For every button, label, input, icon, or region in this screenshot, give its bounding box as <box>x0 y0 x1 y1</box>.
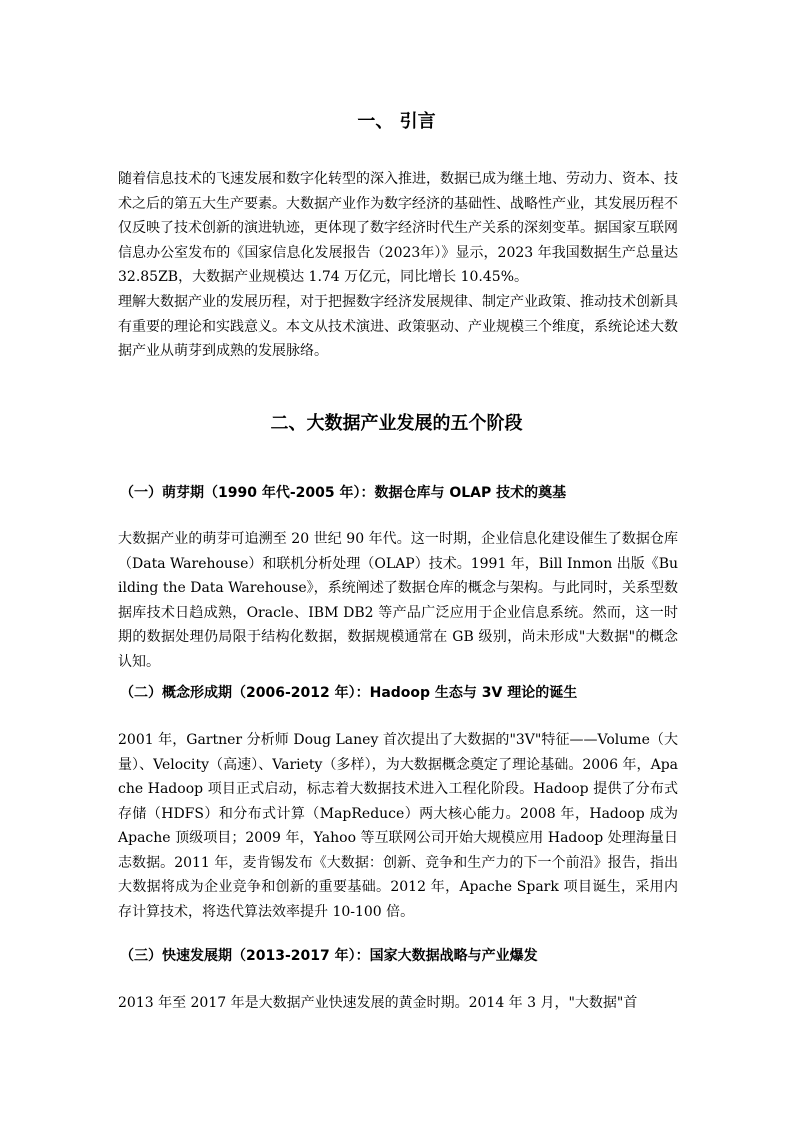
stage-heading-3: （三）快速发展期（2013-2017 年）：国家大数据战略与产业爆发 <box>120 948 538 964</box>
stage-heading-1: （一）萌芽期（1990 年代-2005 年）：数据仓库与 OLAP 技术的奠基 <box>120 485 567 501</box>
stage-paragraph-1: 大数据产业的萌芽可追溯至 20 世纪 90 年代。这一时期，企业信息化建设催生了数据仓库（Data Warehouse）和联机分析处理（OLAP）技术。1991 年，Bill Inmon 出版《Building the Data Warehouse》，系统阐述了数据仓库的概念与架构。与此同时，关系型数据库技术日趋成熟，Oracle、IBM DB2 等产品广泛应用于企业信息系统。然而，这一时期的数据处理仍局限于结构化数据，数据规模通常在 GB 级别，尚未形成"大数据"的概念认知。 <box>118 531 678 670</box>
intro-paragraph-1: 随着信息技术的飞速发展和数字化转型的深入推进，数据已成为继土地、劳动力、资本、技术之后的第五大生产要素。大数据产业作为数字经济的基础性、战略性产业，其发展历程不仅反映了技术创新的演进轨迹，更体现了数字经济时代生产关系的深刻变革。据国家互联网信息办公室发布的《国家信息化发展报告（2023年）》显示，2023 年我国数据生产总量达 32.85ZB，大数据产业规模达 1.74 万亿元，同比增长 10.45%。 <box>118 171 678 285</box>
stage-paragraph-2: 2001 年，Gartner 分析师 Doug Laney 首次提出了大数据的"3V"特征——Volume（大量）、Velocity（高速）、Variety（多样），为大数据概念奠定了理论基础。2006 年，Apache Hadoop 项目正式启动，标志着大数据技术进入工程化阶段。Hadoop 提供了分布式存储（HDFS）和分布式计算（MapReduce）两大核心能力。2008 年，Hadoop 成为 Apache 顶级项目；2009 年，Yahoo 等互联网公司开始大规模应用 Hadoop 处理海量日志数据。2011 年，麦肯锡发布《大数据：创新、竞争和生产力的下一个前沿》报告，指出大数据将成为企业竞争和创新的重要基础。2012 年，Apache Spark 项目诞生，采用内存计算技术，将迭代算法效率提升 10-100 倍。 <box>118 732 678 920</box>
section-title-intro: 一、 引言 <box>357 111 436 132</box>
stage-heading-2: （二）概念形成期（2006-2012 年）：Hadoop 生态与 3V 理论的诞生 <box>120 685 578 701</box>
intro-paragraph-2: 理解大数据产业的发展历程，对于把握数字经济发展规律、制定产业政策、推动技术创新具有重要的理论和实践意义。本文从技术演进、政策驱动、产业规模三个维度，系统论述大数据产业从萌芽到成熟的发展脉络。 <box>118 294 678 359</box>
section-title-stages: 二、大数据产业发展的五个阶段 <box>270 413 523 434</box>
stage-paragraph-3: 2013 年至 2017 年是大数据产业快速发展的黄金时期。2014 年 3 月，"大数据"首 <box>118 995 638 1011</box>
